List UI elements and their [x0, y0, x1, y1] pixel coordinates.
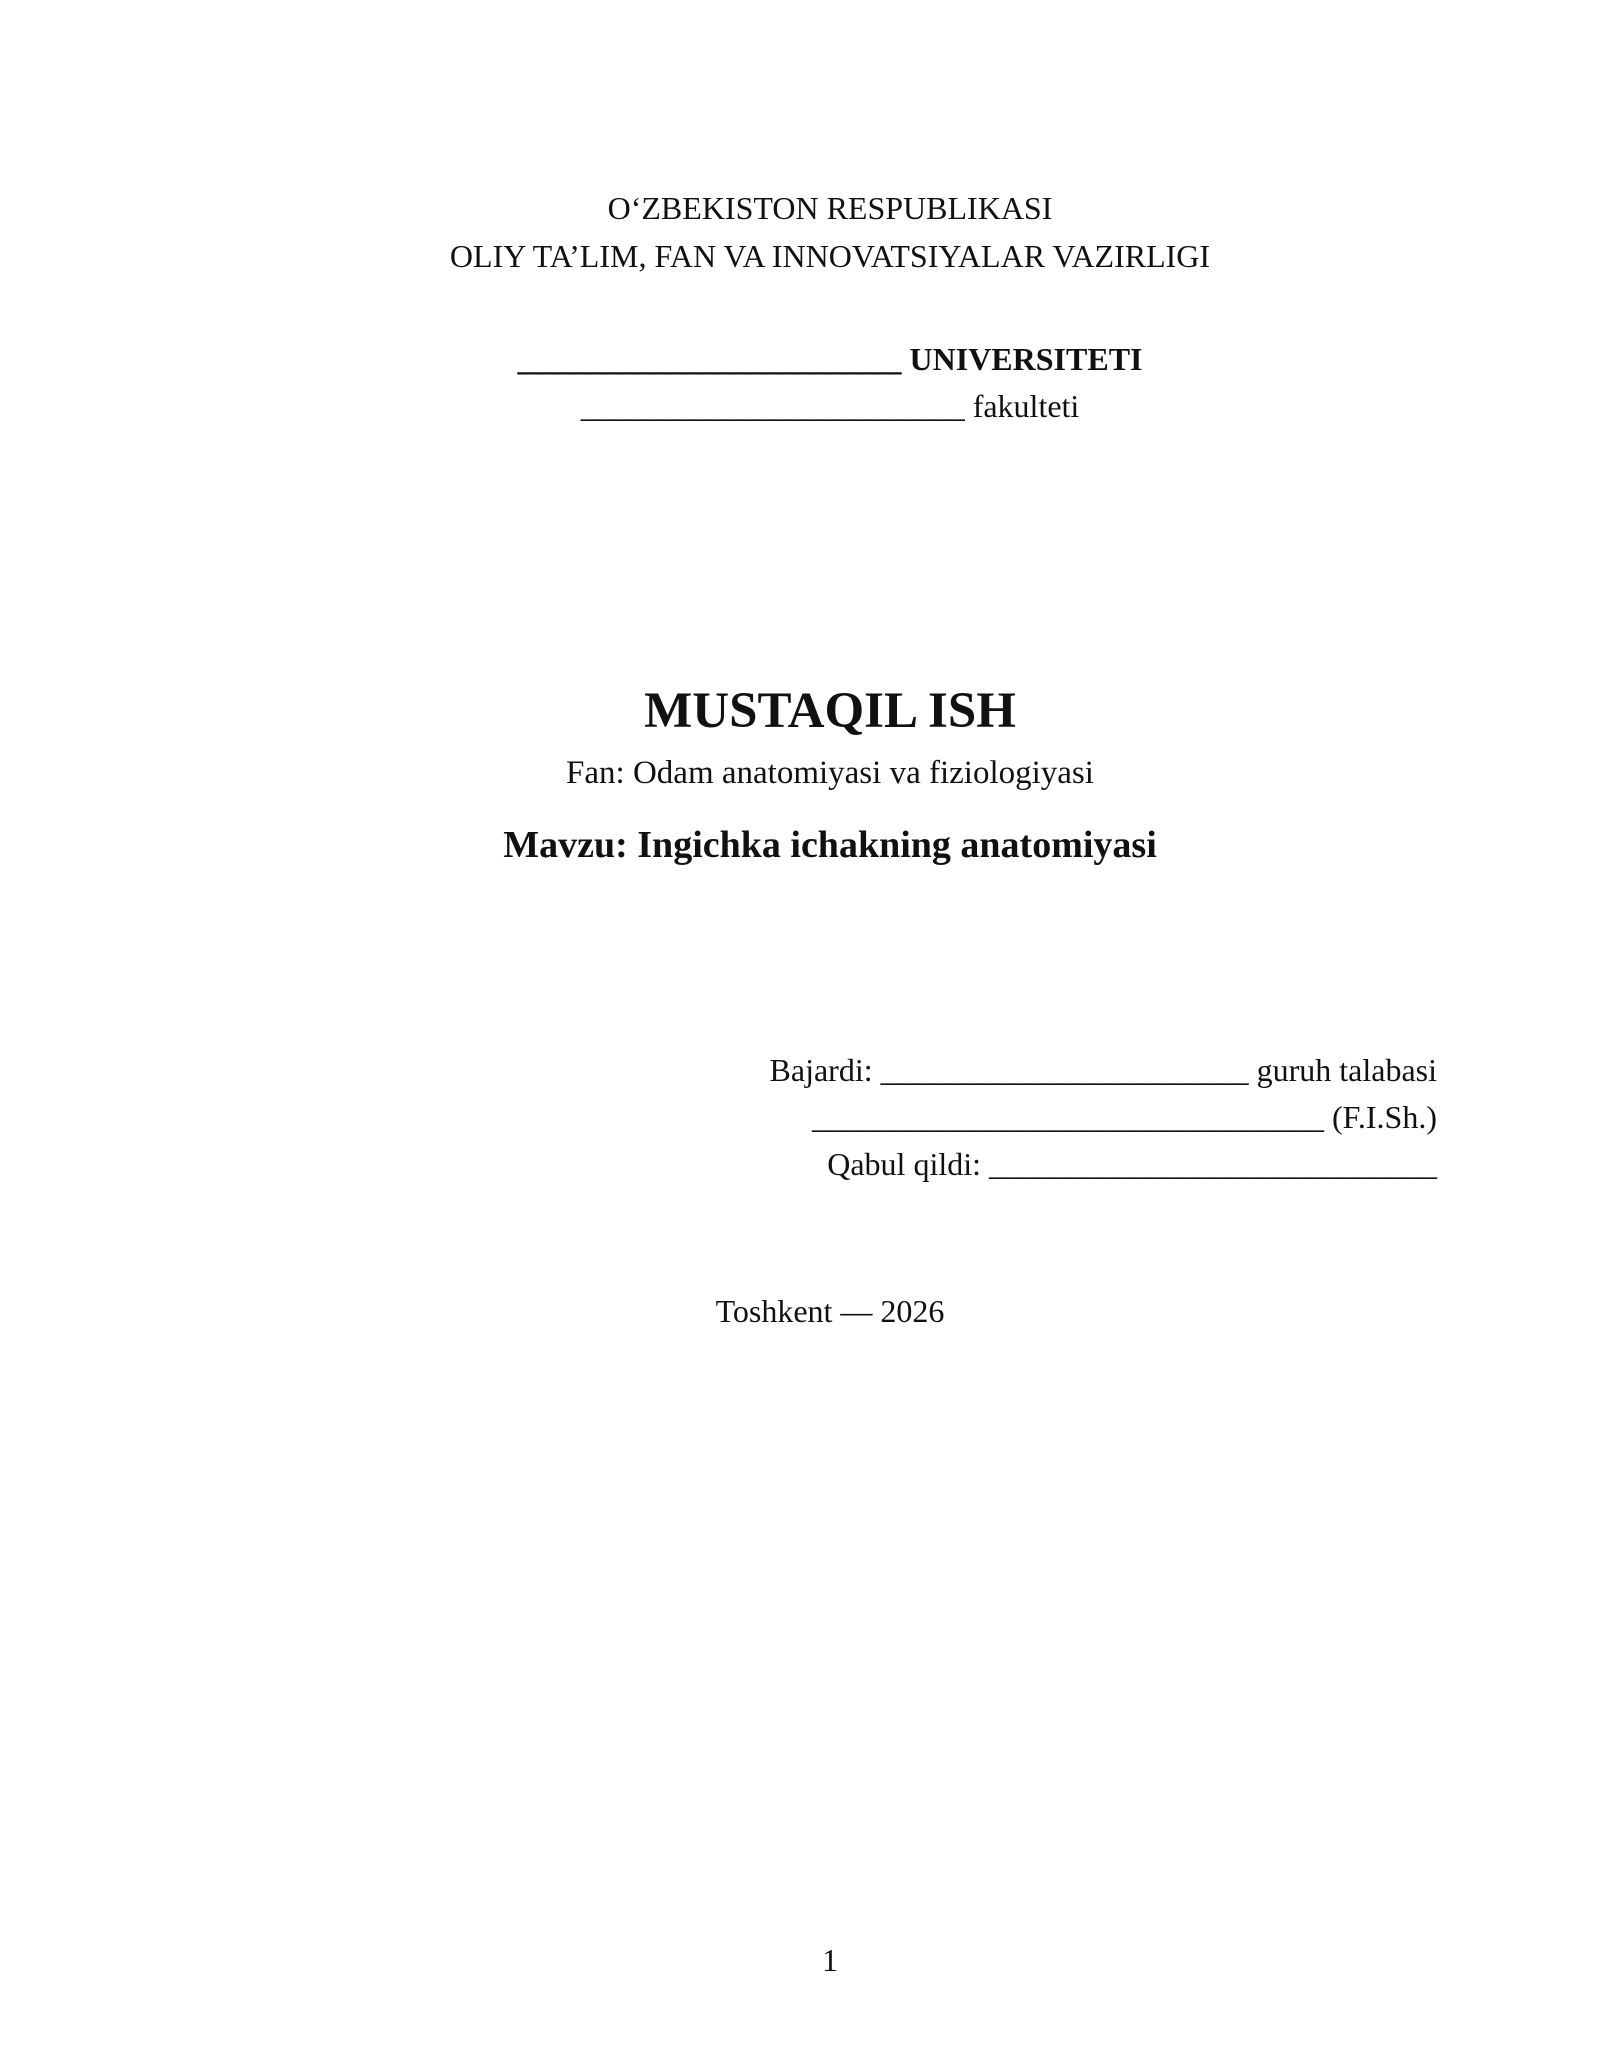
page-number: 1 — [822, 1942, 838, 1978]
subject-line: Fan: Odam anatomiyasi va fiziologiyasi — [566, 755, 1094, 791]
document-title: MUSTAQIL ISH — [644, 683, 1016, 739]
country-heading: O‘ZBEKISTON RESPUBLIKASI — [607, 190, 1053, 226]
ministry-heading: OLIY TA’LIM, FAN VA INNOVATSIYALAR VAZIRLIGI — [449, 238, 1211, 274]
performed-by-line: Bajardi: _______________________ guruh talabasi — [769, 1052, 1437, 1088]
faculty-line: ________________________ fakulteti — [580, 388, 1080, 424]
accepted-by-line: Qabul qildi: ____________________________ — [827, 1146, 1437, 1182]
topic-line: Mavzu: Ingichka ichakning anatomiyasi — [503, 824, 1157, 866]
place-year: Toshkent — 2026 — [715, 1293, 945, 1329]
university-line: ________________________ UNIVERSITETI — [517, 341, 1143, 377]
full-name-line: ________________________________ (F.I.Sh.) — [812, 1099, 1437, 1135]
